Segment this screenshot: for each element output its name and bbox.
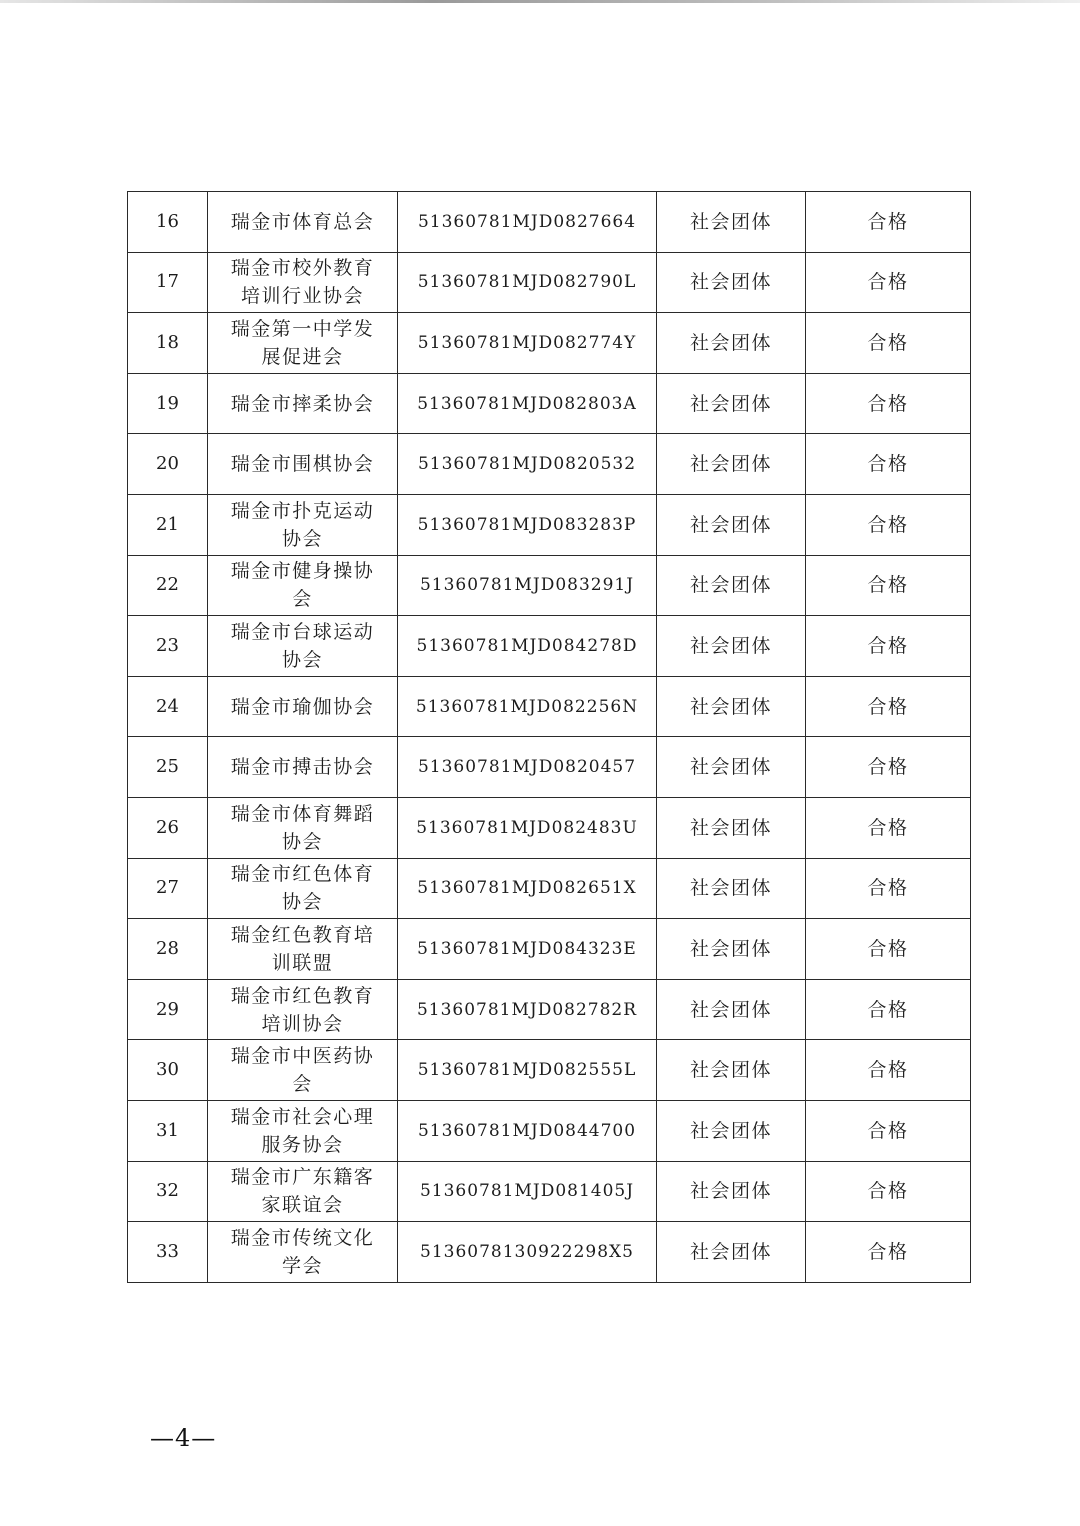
- inspection-result: 合格: [806, 616, 971, 677]
- credit-code: 51360781MJD081405J: [398, 1161, 657, 1222]
- organization-type: 社会团体: [657, 313, 806, 374]
- organization-type: 社会团体: [657, 797, 806, 858]
- row-number: 23: [128, 616, 208, 677]
- organization-name: 瑞金红色教育培训联盟: [208, 919, 398, 980]
- table-row: [128, 192, 971, 253]
- inspection-result: 合格: [806, 1100, 971, 1161]
- organization-name: 瑞金市中医药协会: [208, 1040, 398, 1101]
- row-number: 19: [128, 373, 208, 434]
- table-row: [128, 555, 971, 616]
- page-number: —4—: [150, 1424, 217, 1452]
- table-row: [128, 979, 971, 1040]
- inspection-result: 合格: [806, 676, 971, 737]
- row-number: 24: [128, 676, 208, 737]
- table-row: [128, 252, 971, 313]
- table-row: [128, 1100, 971, 1161]
- organization-type: 社会团体: [657, 1100, 806, 1161]
- table-row: [128, 434, 971, 495]
- credit-code: 51360781MJD0820457: [398, 737, 657, 798]
- inspection-result: 合格: [806, 313, 971, 374]
- organization-type: 社会团体: [657, 1161, 806, 1222]
- row-number: 31: [128, 1100, 208, 1161]
- organization-name: 瑞金市围棋协会: [208, 434, 398, 495]
- row-number: 27: [128, 858, 208, 919]
- organization-name: 瑞金市校外教育培训行业协会: [208, 252, 398, 313]
- organization-name: 瑞金市搏击协会: [208, 737, 398, 798]
- organization-type: 社会团体: [657, 1040, 806, 1101]
- credit-code: 51360781MJD0844700: [398, 1100, 657, 1161]
- row-number: 26: [128, 797, 208, 858]
- organization-type: 社会团体: [657, 434, 806, 495]
- organization-table-body: [128, 192, 971, 1283]
- table-row: [128, 616, 971, 677]
- organization-name: 瑞金市社会心理服务协会: [208, 1100, 398, 1161]
- inspection-result: 合格: [806, 252, 971, 313]
- table-row: [128, 313, 971, 374]
- credit-code: 51360781MJD083283P: [398, 494, 657, 555]
- credit-code: 51360781MJD082774Y: [398, 313, 657, 374]
- inspection-result: 合格: [806, 555, 971, 616]
- organization-type: 社会团体: [657, 373, 806, 434]
- credit-code: 51360781MJD0827664: [398, 192, 657, 253]
- organization-type: 社会团体: [657, 1222, 806, 1283]
- scan-top-edge: [0, 0, 1080, 3]
- credit-code: 51360781MJD083291J: [398, 555, 657, 616]
- organization-type: 社会团体: [657, 919, 806, 980]
- organization-name: 瑞金市瑜伽协会: [208, 676, 398, 737]
- organization-type: 社会团体: [657, 858, 806, 919]
- row-number: 22: [128, 555, 208, 616]
- credit-code: 51360781MJD082555L: [398, 1040, 657, 1101]
- organization-type: 社会团体: [657, 192, 806, 253]
- organization-name: 瑞金市传统文化学会: [208, 1222, 398, 1283]
- organization-type: 社会团体: [657, 555, 806, 616]
- table-row: [128, 1161, 971, 1222]
- credit-code: 51360781MJD082782R: [398, 979, 657, 1040]
- credit-code: 51360781MJD084323E: [398, 919, 657, 980]
- row-number: 30: [128, 1040, 208, 1101]
- row-number: 32: [128, 1161, 208, 1222]
- organization-type: 社会团体: [657, 737, 806, 798]
- inspection-result: 合格: [806, 919, 971, 980]
- table-row: [128, 494, 971, 555]
- credit-code: 5136078130922298X5: [398, 1222, 657, 1283]
- row-number: 18: [128, 313, 208, 374]
- organization-name: 瑞金市扑克运动协会: [208, 494, 398, 555]
- inspection-result: 合格: [806, 434, 971, 495]
- organization-type: 社会团体: [657, 616, 806, 677]
- inspection-result: 合格: [806, 858, 971, 919]
- credit-code: 51360781MJD082651X: [398, 858, 657, 919]
- row-number: 17: [128, 252, 208, 313]
- credit-code: 51360781MJD082803A: [398, 373, 657, 434]
- table-row: [128, 676, 971, 737]
- organization-name: 瑞金市台球运动协会: [208, 616, 398, 677]
- table-row: [128, 1222, 971, 1283]
- organization-type: 社会团体: [657, 979, 806, 1040]
- inspection-result: 合格: [806, 797, 971, 858]
- table-row: [128, 858, 971, 919]
- organization-name: 瑞金第一中学发展促进会: [208, 313, 398, 374]
- row-number: 25: [128, 737, 208, 798]
- row-number: 21: [128, 494, 208, 555]
- organization-name: 瑞金市体育舞蹈协会: [208, 797, 398, 858]
- row-number: 28: [128, 919, 208, 980]
- credit-code: 51360781MJD082790L: [398, 252, 657, 313]
- table-row: [128, 797, 971, 858]
- inspection-result: 合格: [806, 979, 971, 1040]
- inspection-result: 合格: [806, 494, 971, 555]
- organization-name: 瑞金市体育总会: [208, 192, 398, 253]
- row-number: 20: [128, 434, 208, 495]
- table-row: [128, 919, 971, 980]
- organization-name: 瑞金市摔柔协会: [208, 373, 398, 434]
- table-row: [128, 1040, 971, 1101]
- inspection-result: 合格: [806, 1222, 971, 1283]
- credit-code: 51360781MJD082483U: [398, 797, 657, 858]
- organization-name: 瑞金市广东籍客家联谊会: [208, 1161, 398, 1222]
- organization-type: 社会团体: [657, 252, 806, 313]
- inspection-result: 合格: [806, 1040, 971, 1101]
- organization-name: 瑞金市健身操协会: [208, 555, 398, 616]
- credit-code: 51360781MJD082256N: [398, 676, 657, 737]
- inspection-result: 合格: [806, 192, 971, 253]
- inspection-result: 合格: [806, 373, 971, 434]
- organization-name: 瑞金市红色体育协会: [208, 858, 398, 919]
- credit-code: 51360781MJD084278D: [398, 616, 657, 677]
- row-number: 16: [128, 192, 208, 253]
- table-row: [128, 737, 971, 798]
- inspection-result: 合格: [806, 1161, 971, 1222]
- organization-table: [127, 191, 971, 1283]
- credit-code: 51360781MJD0820532: [398, 434, 657, 495]
- organization-name: 瑞金市红色教育培训协会: [208, 979, 398, 1040]
- organization-type: 社会团体: [657, 676, 806, 737]
- row-number: 29: [128, 979, 208, 1040]
- row-number: 33: [128, 1222, 208, 1283]
- inspection-result: 合格: [806, 737, 971, 798]
- table-row: [128, 373, 971, 434]
- organization-type: 社会团体: [657, 494, 806, 555]
